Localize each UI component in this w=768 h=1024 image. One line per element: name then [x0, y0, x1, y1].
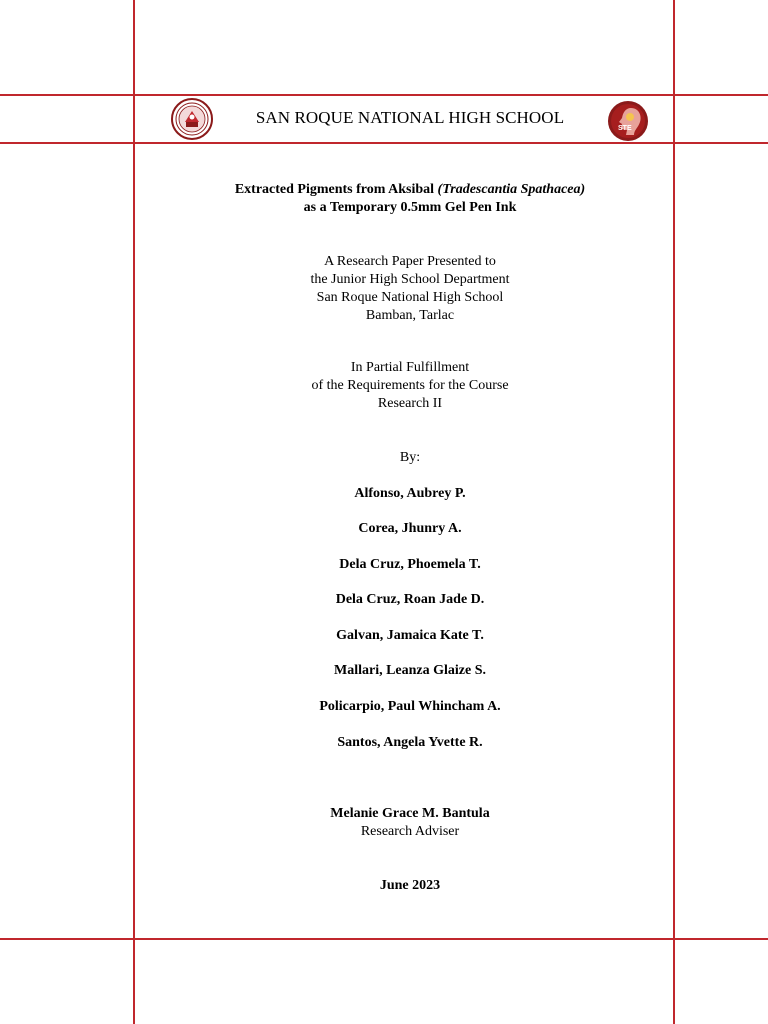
author-name: Santos, Angela Yvette R.: [337, 735, 483, 750]
author-name: Dela Cruz, Phoemela T.: [339, 557, 481, 572]
presentation-line: A Research Paper Presented to: [324, 254, 496, 269]
ste-logo-text: STE: [618, 125, 632, 132]
by-label: By:: [399, 450, 421, 465]
page-border-header-bottom: [0, 142, 768, 144]
author-name: Corea, Jhunry A.: [358, 521, 462, 536]
page-border-top: [0, 94, 768, 96]
fulfillment-line: In Partial Fulfillment: [350, 360, 470, 375]
ste-logo-icon: [607, 100, 649, 142]
author-name: Mallari, Leanza Glaize S.: [333, 663, 487, 678]
presentation-line: the Junior High School Department: [310, 272, 510, 287]
adviser-name: Melanie Grace M. Bantula: [330, 806, 490, 821]
presentation-line: Bamban, Tarlac: [365, 308, 455, 323]
title-scientific-name: (Tradescantia Spathacea): [437, 182, 586, 197]
adviser-role: Research Adviser: [360, 824, 460, 839]
paper-title-line1: [0, 181, 768, 199]
fulfillment-line: of the Requirements for the Course: [311, 378, 509, 393]
paper-title: [0, 181, 768, 217]
adviser-block: [0, 805, 768, 841]
page-border-bottom: [0, 938, 768, 940]
submission-date: June 2023: [379, 878, 441, 893]
school-name: SAN ROQUE NATIONAL HIGH SCHOOL: [255, 108, 565, 127]
presentation-statement: [0, 253, 768, 325]
author-name: Alfonso, Aubrey P.: [354, 486, 466, 501]
fulfillment-line: Research II: [377, 396, 443, 411]
author-name: Policarpio, Paul Whincham A.: [319, 699, 501, 714]
author-name: Galvan, Jamaica Kate T.: [336, 628, 484, 643]
author-name: Dela Cruz, Roan Jade D.: [335, 592, 485, 607]
paper-title-line2: as a Temporary 0.5mm Gel Pen Ink: [303, 200, 517, 215]
fulfillment-statement: [0, 359, 768, 413]
presentation-line: San Roque National High School: [316, 290, 504, 305]
title-prefix: Extracted Pigments from Aksibal: [234, 182, 438, 197]
page-border-left: [133, 0, 135, 1024]
page-border-right: [673, 0, 675, 1024]
